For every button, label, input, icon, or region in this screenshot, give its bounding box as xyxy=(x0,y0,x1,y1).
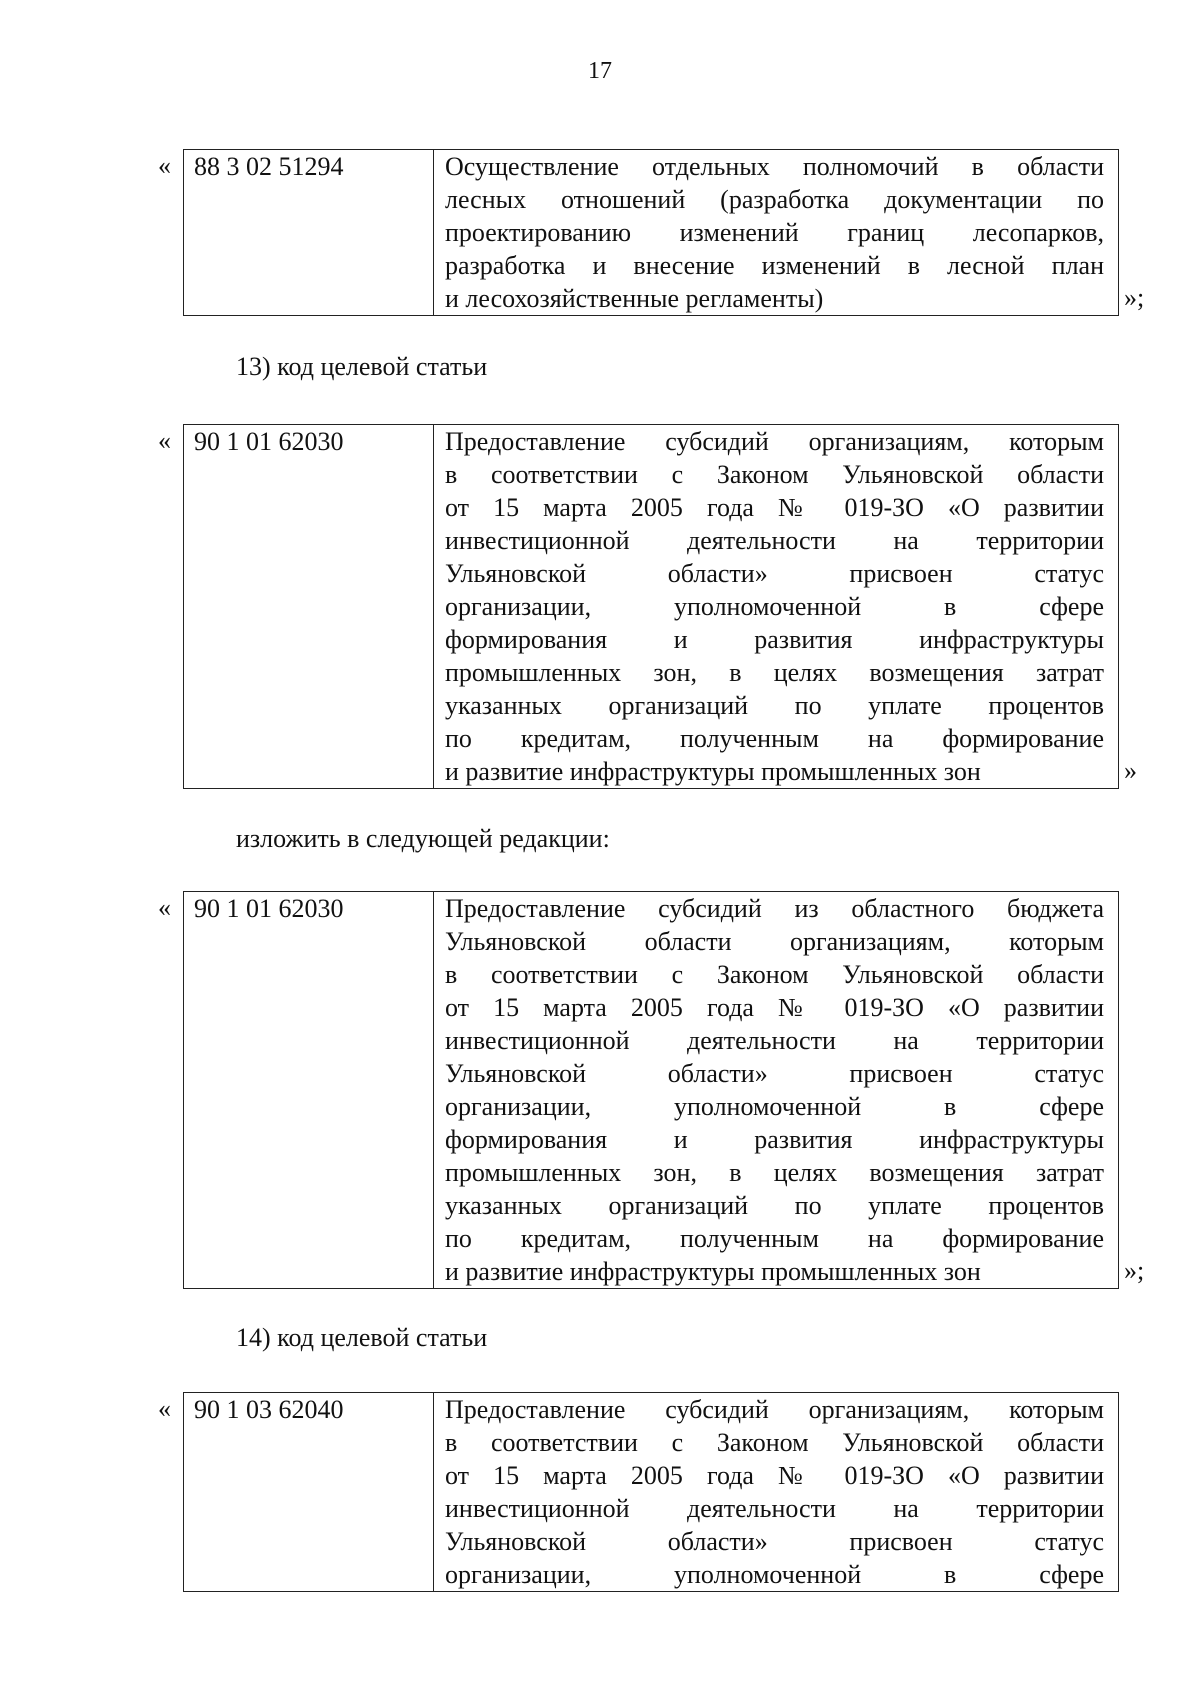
quote-open: « xyxy=(158,151,171,180)
description-line: формирования и развития инфраструктуры xyxy=(445,625,1104,654)
description-line: организации, уполномоченной в сфере xyxy=(445,1092,1104,1121)
description-line: инвестиционной деятельности на территории xyxy=(445,526,1104,555)
description-line: указанных организаций по уплате процентов xyxy=(445,691,1104,720)
description-line: по кредитам, полученным на формирование xyxy=(445,1224,1104,1253)
description-line: Предоставление субсидий организациям, которым xyxy=(445,427,1104,456)
description-line: в соответствии с Законом Ульяновской области xyxy=(445,460,1104,489)
description-line: разработка и внесение изменений в лесной план xyxy=(445,251,1104,280)
description-line: от 15 марта 2005 года № 019-ЗО «О развитии xyxy=(445,993,1104,1022)
description-line: инвестиционной деятельности на территории xyxy=(445,1494,1104,1523)
description-line: Осуществление отдельных полномочий в области xyxy=(445,152,1104,181)
description-line: промышленных зон, в целях возмещения затрат xyxy=(445,1158,1104,1187)
code-table xyxy=(183,149,1119,316)
description-line: проектированию изменений границ лесопарков, xyxy=(445,218,1104,247)
description-line: Ульяновской области» присвоен статус xyxy=(445,559,1104,588)
description-line: Ульяновской области» присвоен статус xyxy=(445,1059,1104,1088)
description-cell xyxy=(434,1393,1118,1591)
paragraph-item-13: 13) код целевой статьи xyxy=(236,352,488,381)
description-line: в соответствии с Законом Ульяновской области xyxy=(445,960,1104,989)
code-cell: 88 3 02 51294 xyxy=(184,150,434,315)
description-cell xyxy=(434,425,1118,788)
description-line: Предоставление субсидий из областного бюджета xyxy=(445,894,1104,923)
quote-close: »; xyxy=(1124,283,1145,312)
description-line: Предоставление субсидий организациям, которым xyxy=(445,1395,1104,1424)
description-cell xyxy=(434,150,1118,315)
code-table xyxy=(183,891,1119,1289)
description-line: и развитие инфраструктуры промышленных зон xyxy=(445,757,981,786)
quote-open: « xyxy=(158,893,171,922)
description-cell xyxy=(434,892,1118,1288)
paragraph-amend: изложить в следующей редакции: xyxy=(236,824,610,853)
paragraph-item-14: 14) код целевой статьи xyxy=(236,1323,488,1352)
description-line: организации, уполномоченной в сфере xyxy=(445,592,1104,621)
description-line: Ульяновской области организациям, которым xyxy=(445,927,1104,956)
description-line: указанных организаций по уплате процентов xyxy=(445,1191,1104,1220)
description-line: лесных отношений (разработка документации по xyxy=(445,185,1104,214)
description-line: в соответствии с Законом Ульяновской области xyxy=(445,1428,1104,1457)
page-number: 17 xyxy=(588,58,612,84)
description-line: промышленных зон, в целях возмещения затрат xyxy=(445,658,1104,687)
description-line: по кредитам, полученным на формирование xyxy=(445,724,1104,753)
quote-open: « xyxy=(158,426,171,455)
description-line: Ульяновской области» присвоен статус xyxy=(445,1527,1104,1556)
quote-close: »; xyxy=(1124,1256,1145,1285)
description-line: и лесохозяйственные регламенты) xyxy=(445,284,824,313)
description-line: от 15 марта 2005 года № 019-ЗО «О развитии xyxy=(445,493,1104,522)
quote-open: « xyxy=(158,1394,171,1423)
code-cell: 90 1 01 62030 xyxy=(184,425,434,788)
description-line: от 15 марта 2005 года № 019-ЗО «О развитии xyxy=(445,1461,1104,1490)
description-line: инвестиционной деятельности на территории xyxy=(445,1026,1104,1055)
code-table xyxy=(183,424,1119,789)
quote-close: » xyxy=(1124,756,1137,785)
description-line: и развитие инфраструктуры промышленных зон xyxy=(445,1257,981,1286)
code-cell: 90 1 03 62040 xyxy=(184,1393,434,1591)
description-line: формирования и развития инфраструктуры xyxy=(445,1125,1104,1154)
code-table xyxy=(183,1392,1119,1592)
code-cell: 90 1 01 62030 xyxy=(184,892,434,1288)
description-line: организации, уполномоченной в сфере xyxy=(445,1560,1104,1589)
